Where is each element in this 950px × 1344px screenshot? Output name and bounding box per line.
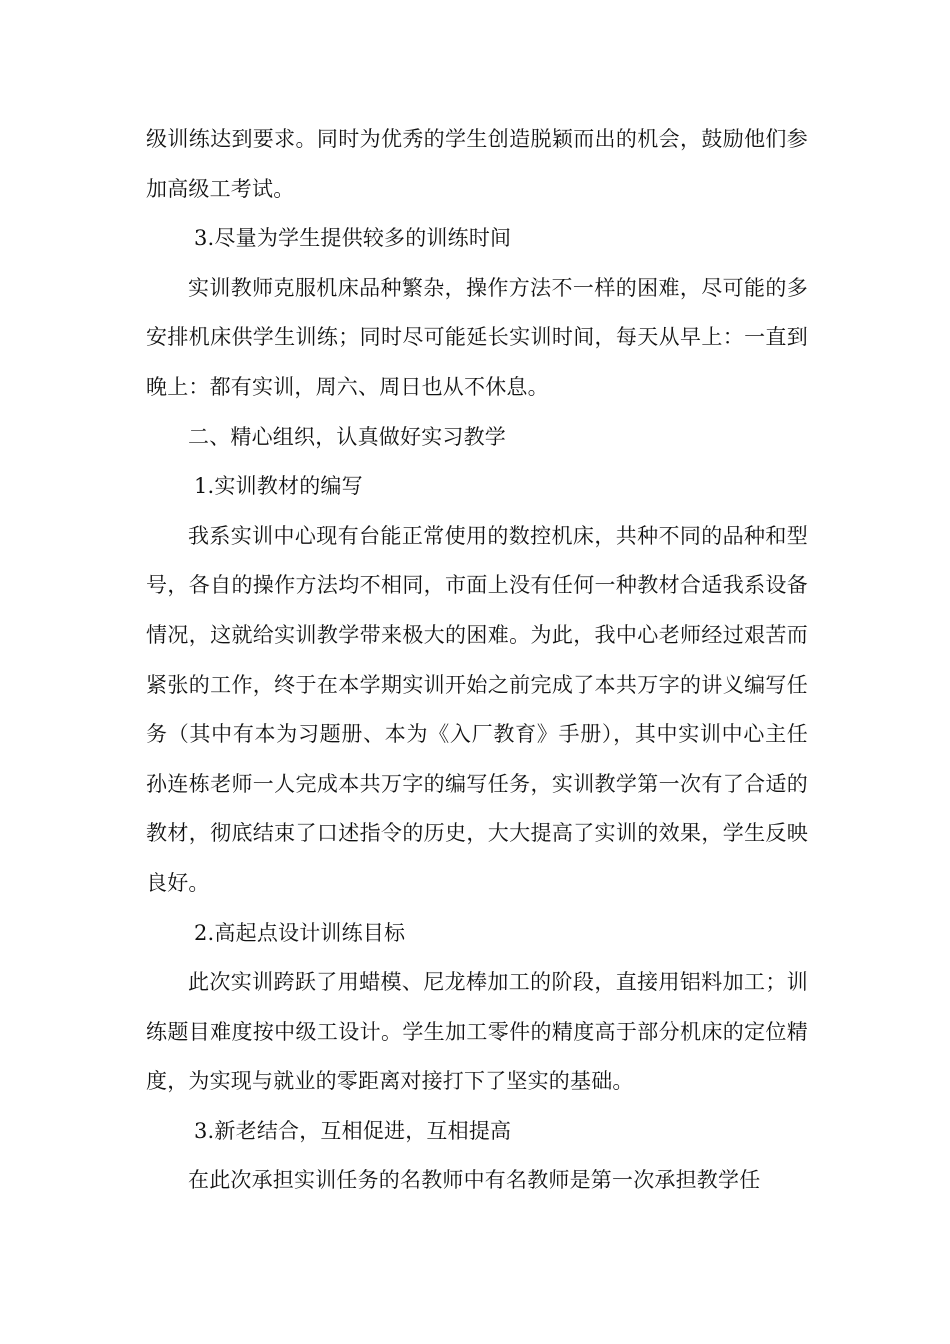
paragraph-training-goal: 此次实训跨跃了用蜡模、尼龙棒加工的阶段，直接用铝料加工；训练题目难度按中级工设计。学生加工零件的精度高于部分机床的定位精度，为实现与就业的零距离对接打下了坚实的基础。: [146, 970, 808, 1094]
subheading-textbook: 1.实训教材的编写: [194, 474, 363, 499]
subheading-training-goal: 2.高起点设计训练目标: [194, 920, 406, 945]
paragraph-teachers: 在此次承担实训任务的名教师中有名教师是第一次承担教学任: [188, 1168, 761, 1193]
paragraph-continuation: 级训练达到要求。同时为优秀的学生创造脱颖而出的机会，鼓励他们参加高级工考试。: [146, 127, 808, 201]
paragraph-training-time: 实训教师克服机床品种繁杂，操作方法不一样的困难，尽可能的多安排机床供学生训练；同时尽可能延长实训时间，每天从早上：一直到晚上：都有实训，周六、周日也从不休息。: [146, 275, 808, 399]
paragraph-textbook: 我系实训中心现有台能正常使用的数控机床，共种不同的品种和型号，各自的操作方法均不相同，市面上没有任何一种教材合适我系设备情况，这就给实训教学带来极大的困难。为此，我中心老师经过艰苦而紧张的工作，终于在本学期实训开始之前完成了本共万字的讲义编写任务（其中有本为习题册、本为《入厂教育》手册），其中实训中心主任孙连栋老师一人完成本共万字的编写任务，实训教学第一次有了合适的教材，彻底结束了口述指令的历史，大大提高了实训的效果，学生反映良好。: [146, 523, 808, 895]
subheading-teachers: 3.新老结合，互相促进，互相提高: [194, 1118, 512, 1143]
subheading-training-time: 3.尽量为学生提供较多的训练时间: [194, 226, 512, 251]
document-body: [146, 115, 808, 1206]
section-heading-organization: 二、精心组织，认真做好实习教学: [188, 424, 506, 449]
